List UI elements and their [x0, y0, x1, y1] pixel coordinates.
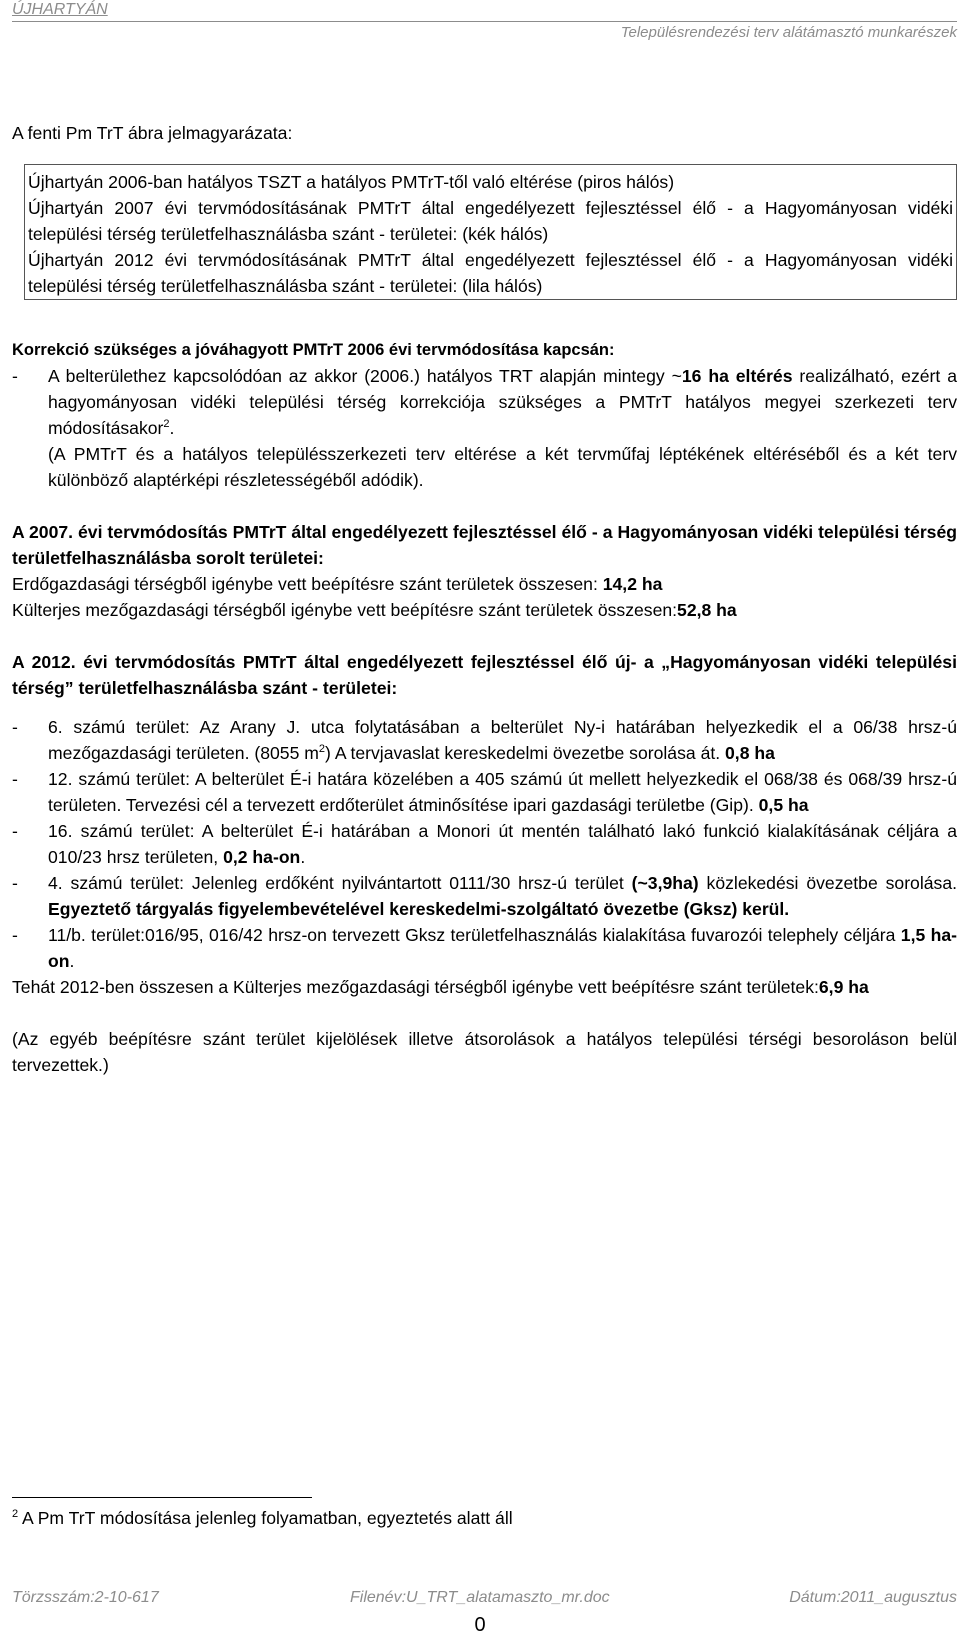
correction-heading: Korrekció szükséges a jóváhagyott PMTrT 2006 évi tervmódosítása kapcsán: [12, 341, 615, 359]
list-item: - 16. számú terület: A belterület É-i határában a Monori út mentén található lakó funkció kialakításának céljára a 010/23 hrsz területen, 0,2 ha-on. [12, 821, 957, 867]
section-2012-remark: (Az egyéb beépítésre szánt terület kijelölések illetve átsorolások a hatályos települési térségi besoroláson belül tervezettek.) [12, 1029, 957, 1075]
correction-note: (A PMTrT és a hatályos településszerkezeti terv eltérése a két tervműfaj léptékének eltéréséből és a két terv különböző alaptérképi részletességéből adódik). [48, 444, 957, 490]
list-item: - 11/b. terület:016/95, 016/42 hrsz-on tervezett Gksz területfelhasználás kialakítása fuvarozói telephely céljára 1,5 ha-on. [12, 925, 957, 971]
correction-item: - A belterülethez kapcsolódóan az akkor (2006.) hatályos TRT alapján mintegy ~16 ha eltérés realizálható, ezért a hagyományosan vidéki települési térség korrekciója szükséges a PMTrT hatályos megyei szerkezeti terv módosításakor$^2$. [12, 363, 957, 441]
footer-right: Dátum:2011_augusztus [789, 1589, 957, 1606]
list-item: - 6. számú terület: Az Arany J. utca folytatásában a belterület Ny-i határában helyezkedik el a 06/38 hrsz-ú mezőgazdasági területen. (8055 $m^2$) A tervjavaslat kereskedelmi övezetbe sorolása át. 0,8 ha [12, 717, 957, 763]
legend-row-purple: Újhartyán 2012 évi tervmódosításának PMTrT által engedélyezett fejlesztéssel élő - a Hagyományosan vidéki települési térség területfelhasználásba szánt - területei: (lila hálós) [28, 250, 953, 296]
footnote: $^2$ A Pm TrT módosítása jelenleg folyamatban, egyeztetés alatt áll [12, 1508, 513, 1528]
page-number: 0 [474, 1614, 486, 1636]
legend-row-red: Újhartyán 2006-ban hatályos TSZT a hatályos PMTrT-től való eltérése (piros hálós) [28, 172, 675, 192]
header-left: ÚJHARTYÁN [12, 1, 108, 18]
footnote-ref[interactable]: 2 [163, 418, 170, 431]
legend-box [24, 164, 957, 300]
legend-row-blue: Újhartyán 2007 évi tervmódosításának PMTrT által engedélyezett fejlesztéssel élő - a Hagyományosan vidéki települési térség területfelhasználásba szánt - területei: (kék hálós) [28, 198, 953, 244]
section-2007-heading: A 2007. évi tervmódosítás PMTrT által engedélyezett fejlesztéssel élő - a Hagyományosan vidéki települési térség területfelhasználásba sorolt területei: [12, 522, 957, 568]
section-2012-summary: Tehát 2012-ben összesen a Külterjes mezőgazdasági térségből igénybe vett beépítésre szánt területek:6,9 ha [12, 977, 869, 997]
list-item: - 12. számú terület: A belterület É-i határa közelében a 405 számú út mellett helyezkedik el 068/38 és 068/39 hrsz-ú területen. Tervezési cél a tervezett erdőterület átminősítése ipari gazdasági területbe (Gip). 0,5 ha [12, 769, 957, 815]
legend-title: A fenti Pm TrT ábra jelmagyarázata: [12, 123, 293, 143]
list-item: - 4. számú terület: Jelenleg erdőként nyilvántartott 0111/30 hrsz-ú terület (~3,9ha) közlekedési övezetbe sorolása. Egyeztető tárgyalás figyelembevételével kereskedelmi-szolgáltató övezetbe (Gksz) kerül. [12, 873, 958, 919]
list-dash: - [12, 366, 18, 386]
header-right: Településrendezési terv alátámasztó munkarészek [620, 24, 957, 41]
section-2007-line1: Erdőgazdasági térségből igénybe vett beépítésre szánt területek összesen: 14,2 ha [12, 574, 663, 594]
footnote-separator [12, 1497, 312, 1498]
section-2007-line2: Külterjes mezőgazdasági térségből igénybe vett beépítésre szánt területek összesen:52,8 ha [12, 600, 737, 620]
body-content [12, 120, 957, 1078]
header-rule [12, 21, 957, 22]
footer-left: Törzsszám:2-10-617 [12, 1589, 159, 1606]
section-2012-heading: A 2012. évi tervmódosítás PMTrT által engedélyezett fejlesztéssel élő új- a „Hagyományosan vidéki települési térség” területfelhasználásba szánt - területei: [12, 652, 957, 698]
footer-center: Filenév:U_TRT_alatamaszto_mr.doc [350, 1589, 610, 1606]
